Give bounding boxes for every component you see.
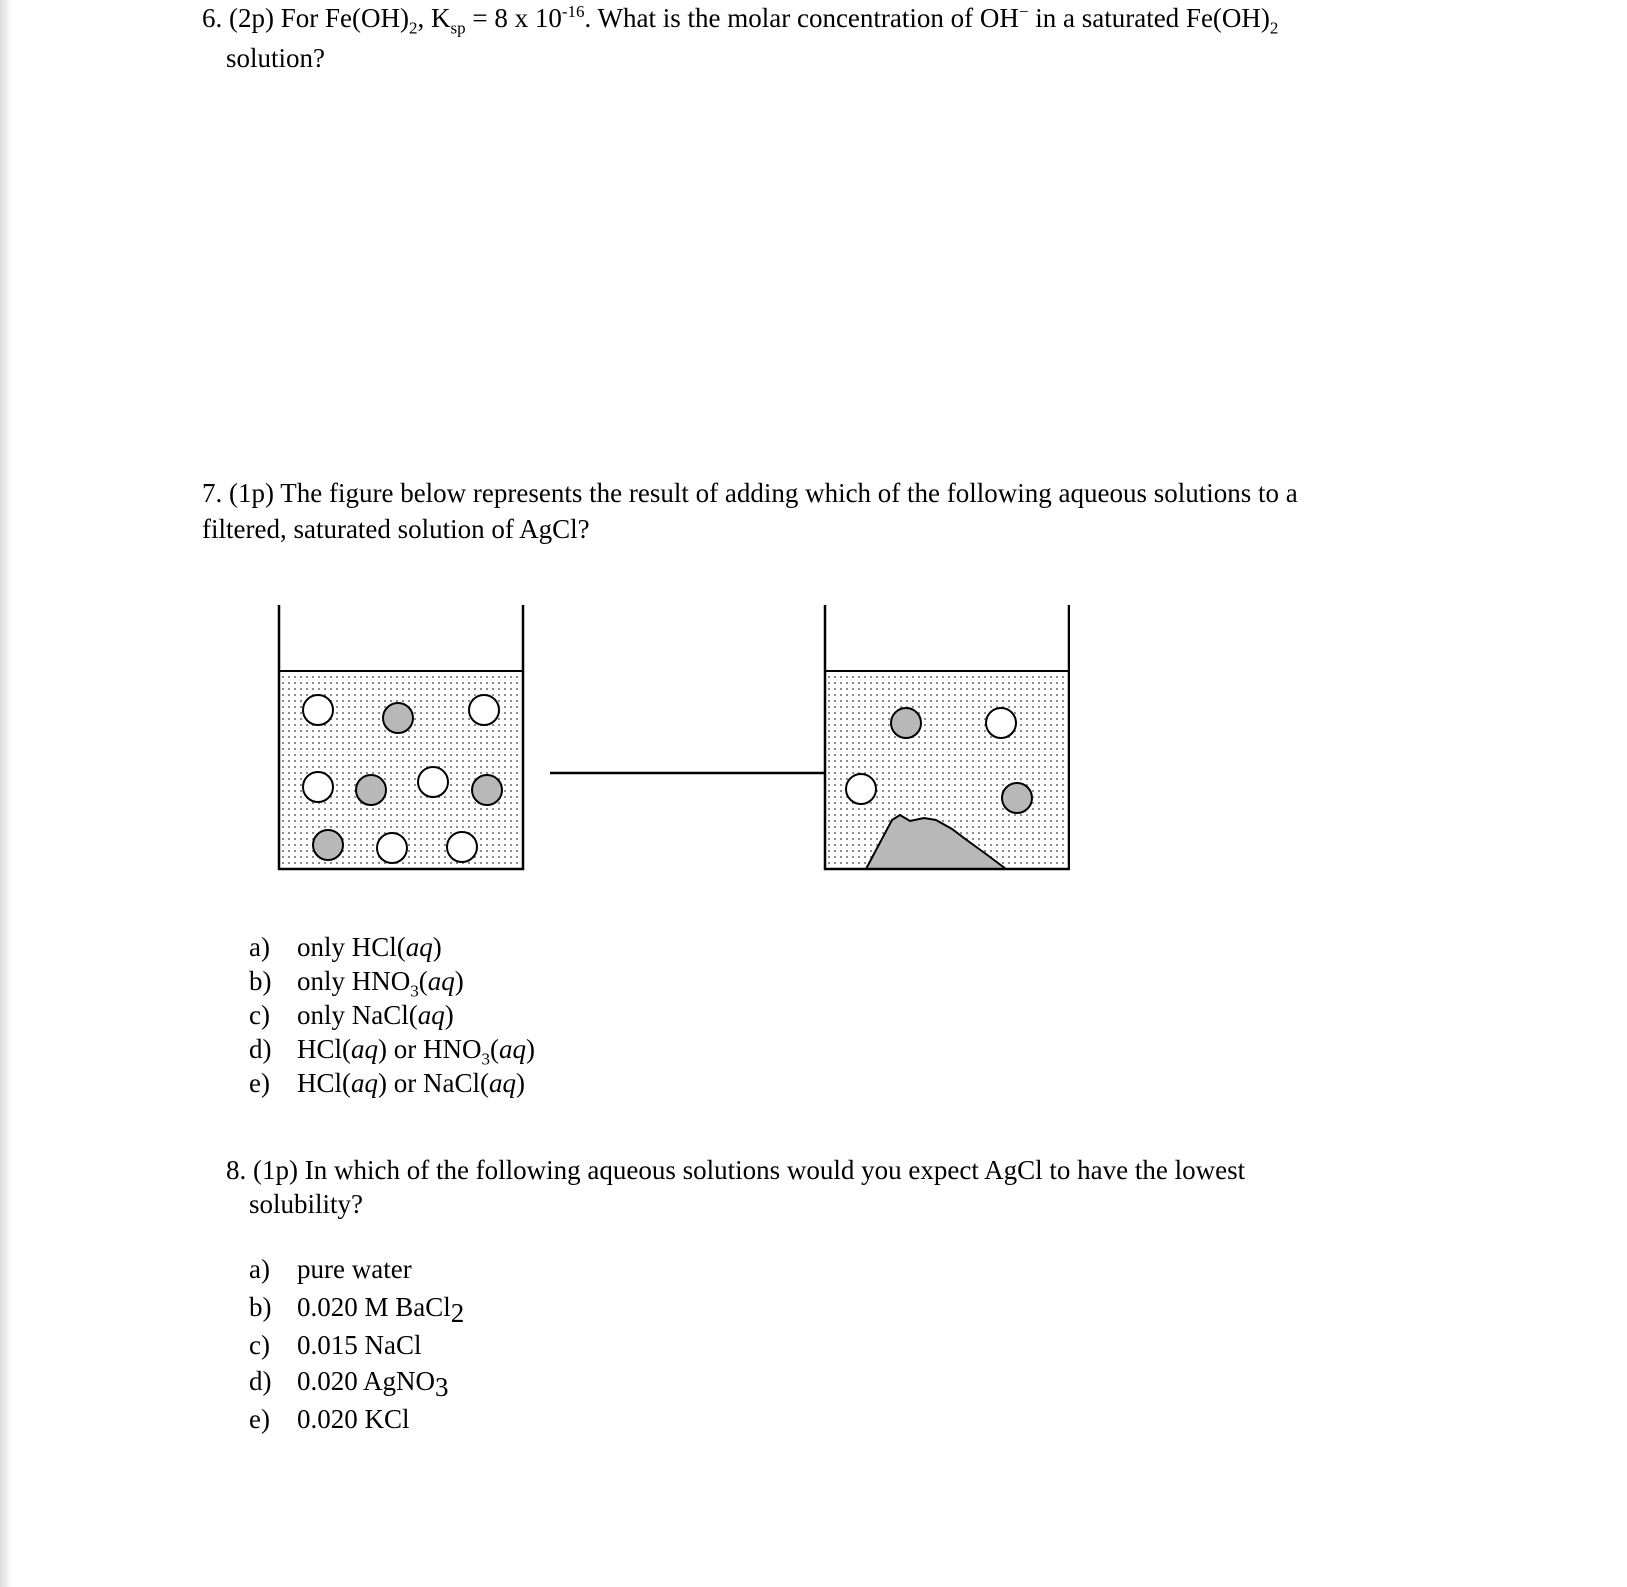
q8-text-line2: solubility? [249, 1189, 363, 1219]
q7-option-b: b) only $HNO_3(aq)$ [249, 966, 464, 1001]
chloride-ion [469, 695, 499, 725]
q8-text-line1: 8. (1p) In which of the following aqueous solutions would you expect AgCl to have the lowest [226, 1155, 1246, 1185]
page-left-shadow [0, 0, 12, 1587]
q8-option-d: d) 0.020 AgNO3 [249, 1366, 449, 1402]
chloride-ion [303, 772, 333, 802]
q7-text-line1: 7. (1p) The figure below represents the result of adding which of the following aqueous solutions to a [202, 478, 1298, 508]
q7-option-e: e) HCl(aq) or NaCl(aq) [249, 1068, 525, 1098]
chloride-ion [377, 833, 407, 863]
chloride-ion [418, 767, 448, 797]
q8-option-c: c) 0.015 NaCl [249, 1330, 422, 1360]
silver-ion [383, 703, 413, 733]
beaker-before-icon [279, 605, 523, 869]
q6-text-line1: 6. (2p) For $Fe(OH)_2$, $K_{sp} = 8$ x $10^{-16}$. What is the molar concentration of OH− in a saturated $Fe(OH)_2$ [202, 2, 1279, 38]
silver-ion [891, 708, 921, 738]
chloride-ion [986, 708, 1016, 738]
q7-option-c: c) only NaCl(aq) [249, 1000, 454, 1030]
chloride-ion [447, 832, 477, 862]
q7-option-a: a) only HCl(aq) [249, 932, 442, 962]
silver-ion [472, 775, 502, 805]
chloride-ion [303, 695, 333, 725]
beaker-after-icon [825, 605, 1069, 869]
silver-ion [356, 775, 386, 805]
q7-option-d: d) HCl(aq) or $HNO_3(aq)$ [249, 1034, 535, 1069]
silver-ion [313, 830, 343, 860]
q8-option-a: a) pure water [249, 1254, 412, 1284]
q7-text-line2: filtered, saturated solution of AgCl? [202, 514, 590, 544]
agcl-precipitation-figure [250, 590, 1070, 880]
q6-text-line2: solution? [226, 43, 325, 73]
chloride-ion [846, 774, 876, 804]
q8-option-e: e) 0.020 KCl [249, 1404, 410, 1434]
q8-option-b: b) 0.020 M BaCl2 [249, 1292, 465, 1328]
silver-ion [1002, 783, 1032, 813]
